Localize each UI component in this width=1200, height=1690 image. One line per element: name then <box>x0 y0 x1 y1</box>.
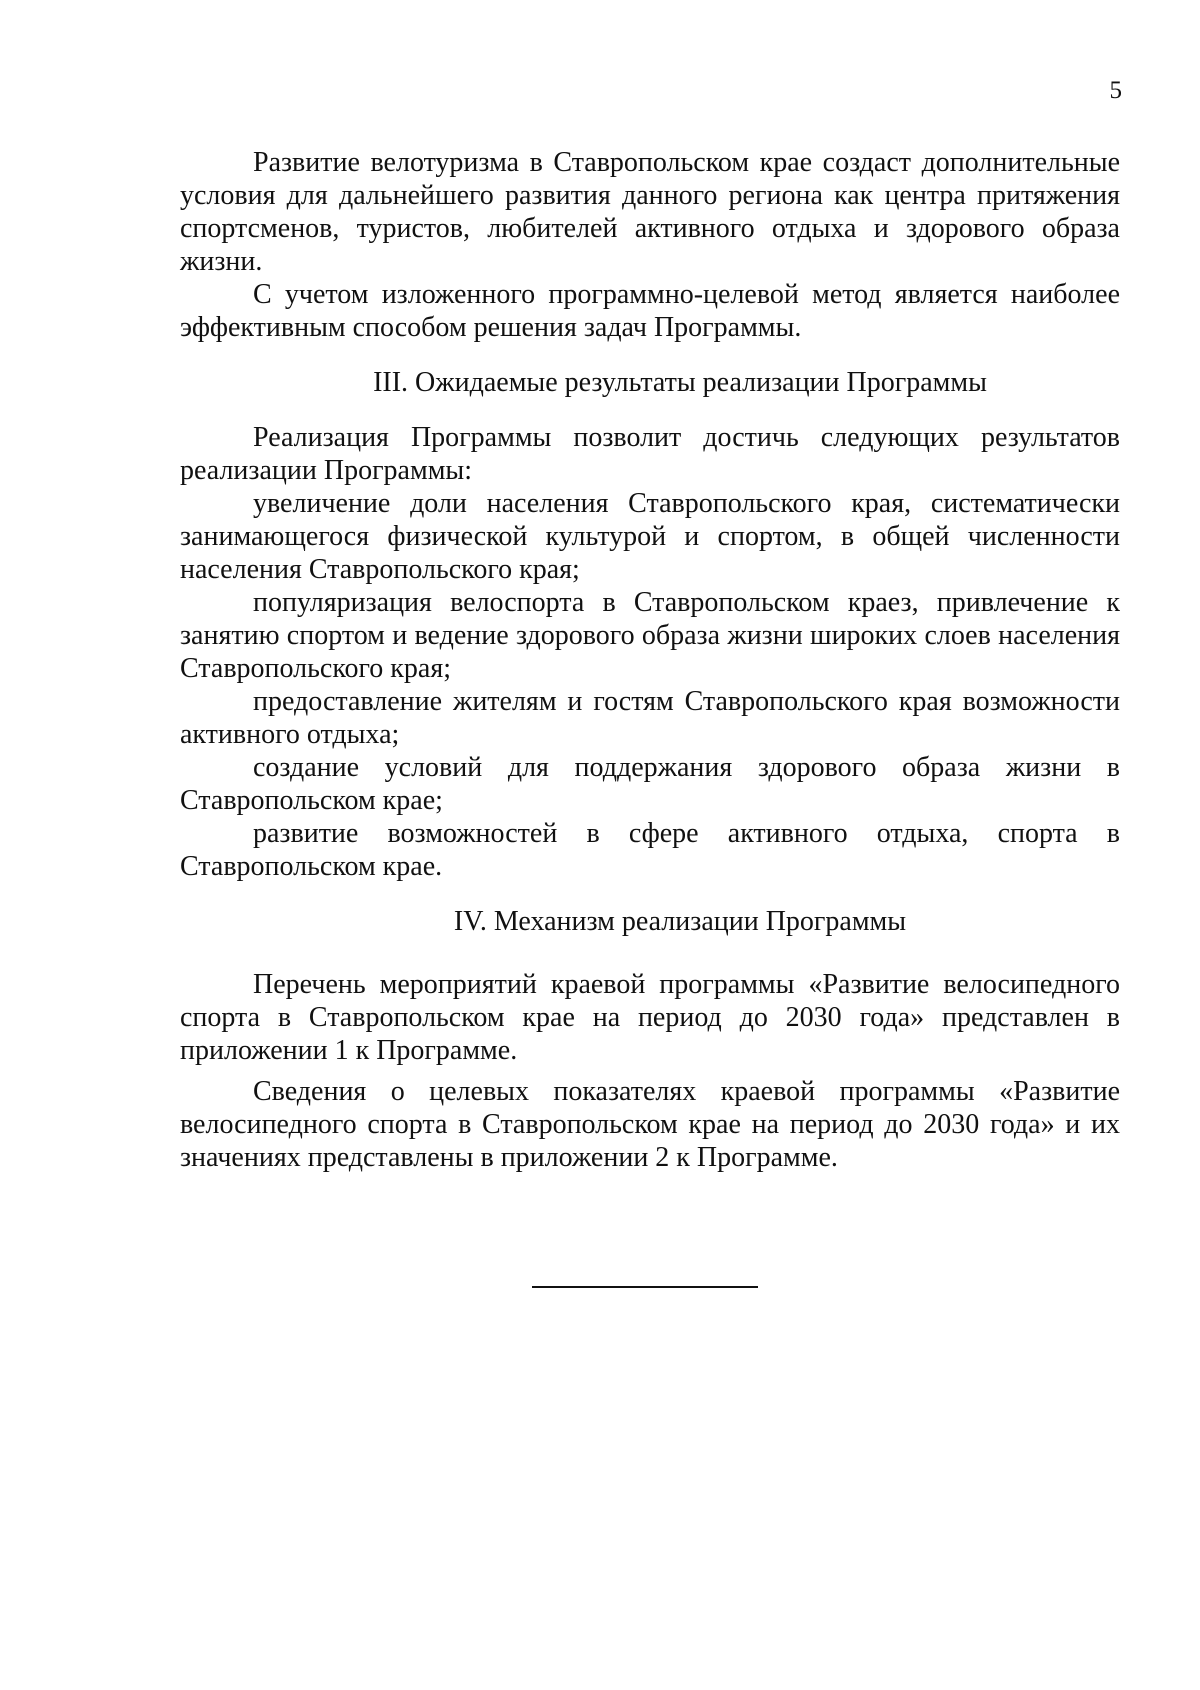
section-3-item-1: увеличение доли населения Ставропольского края, систематически занимающегося физической культурой и спортом, в общей численности населения Ставропольского края; <box>180 488 1120 585</box>
section-3-item-2: популяризация велоспорта в Ставропольском краез, привлечение к занятию спортом и ведение здорового образа жизни широких слоев населения Ставропольского края; <box>180 587 1120 684</box>
page-number: 5 <box>1109 77 1122 104</box>
section-3-paragraph-1: Реализация Программы позволит достичь следующих результатов реализации Программы: <box>180 422 1120 486</box>
closing-divider <box>532 1286 758 1288</box>
section-3-heading: III. Ожидаемые результаты реализации Программы <box>373 367 987 398</box>
section-4-paragraph-2: Сведения о целевых показателях краевой программы «Развитие велосипедного спорта в Ставропольском крае на период до 2030 года» и их значениях представлены в приложении 2 к Программе. <box>180 1076 1120 1173</box>
section-3-item-5: развитие возможностей в сфере активного отдыха, спорта в Ставропольском крае. <box>180 818 1120 882</box>
section-4-heading: IV. Механизм реализации Программы <box>453 906 907 937</box>
section-3-item-3: предоставление жителям и гостям Ставропольского края возможности активного отдыха; <box>180 686 1120 750</box>
section-3-item-4: создание условий для поддержания здорового образа жизни в Ставропольском крае; <box>180 752 1120 816</box>
intro-paragraph-2: С учетом изложенного программно-целевой метод является наиболее эффективным способом решения задач Программы. <box>180 279 1120 343</box>
document-body <box>180 146 1120 1174</box>
section-4-paragraph-1: Перечень мероприятий краевой программы «Развитие велосипедного спорта в Ставропольском крае на период до 2030 года» представлен в приложении 1 к Программе. <box>180 969 1120 1066</box>
intro-paragraph-1: Развитие велотуризма в Ставропольском крае создаст дополнительные условия для дальнейшего развития данного региона как центра притяжения спортсменов, туристов, любителей активного отдыха и здорового образа жизни. <box>180 147 1120 277</box>
